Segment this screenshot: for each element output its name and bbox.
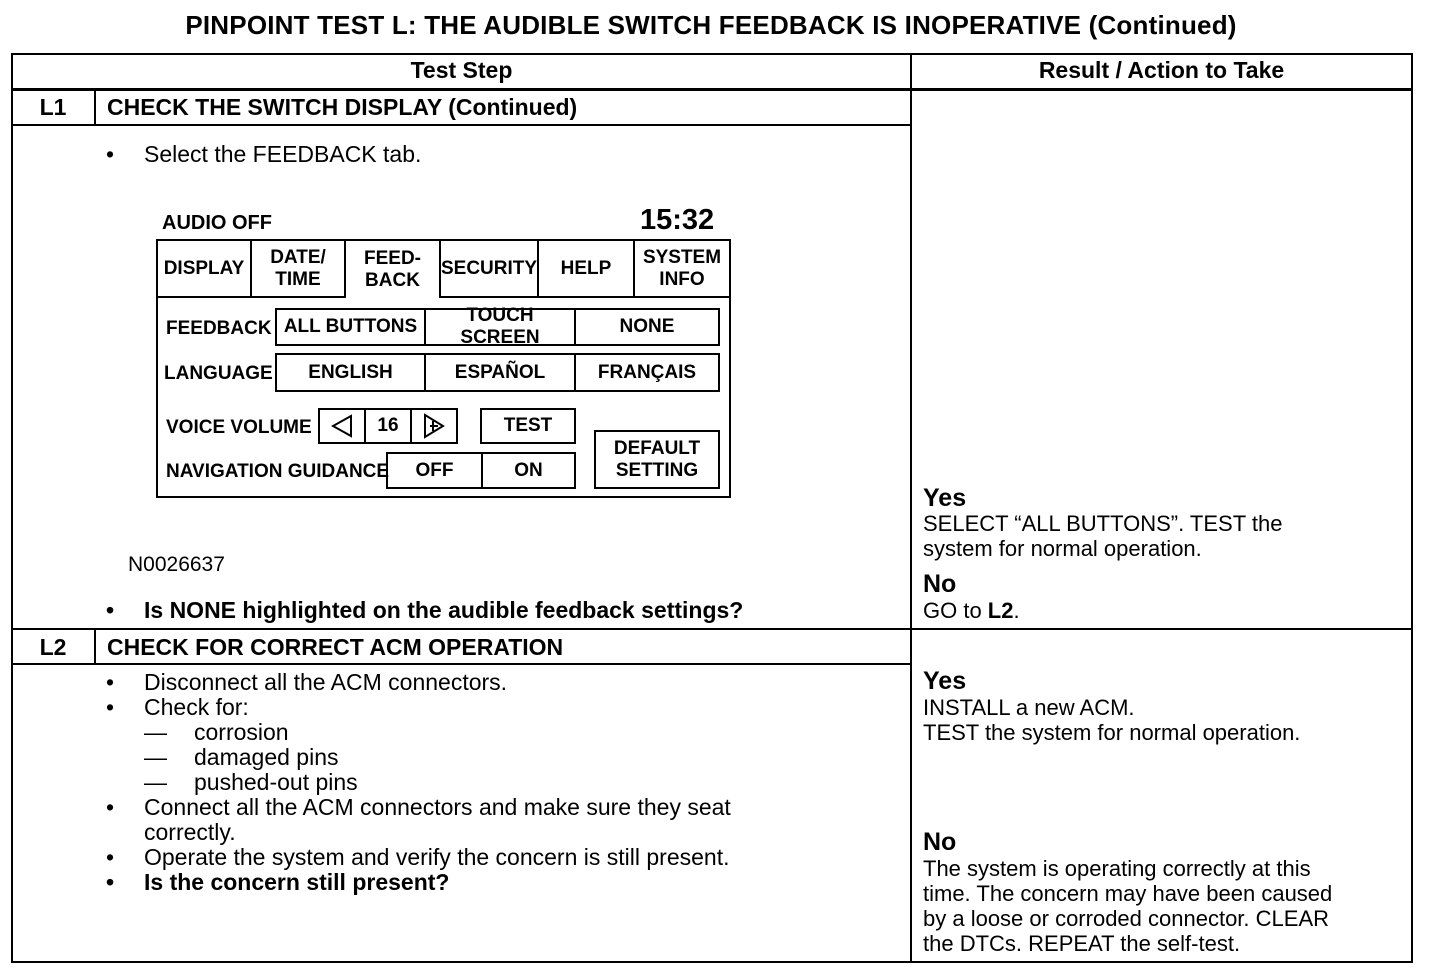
l2-step-heading: CHECK FOR CORRECT ACM OPERATION bbox=[107, 634, 564, 660]
table-border-right bbox=[1411, 53, 1413, 963]
tab-system-info[interactable]: SYSTEM INFO bbox=[633, 239, 731, 298]
l2-yes-line2: TEST the system for normal operation. bbox=[923, 720, 1301, 745]
bullet-icon: • bbox=[106, 597, 115, 623]
tab-display[interactable]: DISPLAY bbox=[156, 239, 252, 298]
tab-security[interactable]: SECURITY bbox=[439, 239, 539, 298]
language-label: LANGUAGE bbox=[164, 363, 273, 384]
row-divider-l2 bbox=[11, 628, 1413, 630]
feedback-all-buttons[interactable]: ALL BUTTONS bbox=[275, 308, 426, 346]
l1-no-action: GO to L2. bbox=[923, 598, 1020, 623]
header-divider bbox=[11, 88, 1413, 91]
feedback-none[interactable]: NONE bbox=[574, 308, 720, 346]
language-francais[interactable]: FRANÇAIS bbox=[574, 353, 720, 392]
bullet-icon: • bbox=[106, 141, 115, 167]
page-title: PINPOINT TEST L: THE AUDIBLE SWITCH FEEDBACK IS INOPERATIVE (Continued) bbox=[185, 10, 1237, 40]
tab-date-time[interactable]: DATE/ TIME bbox=[250, 239, 346, 298]
l2-no-line4: the DTCs. REPEAT the self-test. bbox=[923, 931, 1241, 956]
table-border-bottom bbox=[11, 961, 1413, 963]
clock: 15:32 bbox=[640, 204, 715, 236]
language-english[interactable]: ENGLISH bbox=[275, 353, 426, 392]
audio-status: AUDIO OFF bbox=[162, 212, 272, 234]
feedback-touch-screen[interactable]: TOUCH SCREEN bbox=[424, 308, 576, 346]
bullet-icon: • bbox=[106, 869, 115, 895]
l1-yes-line2: system for normal operation. bbox=[923, 536, 1202, 561]
table-border-left bbox=[11, 53, 13, 963]
l2-yes-label: Yes bbox=[923, 667, 967, 695]
l2-no-label: No bbox=[923, 828, 957, 856]
l1-heading-divider bbox=[11, 124, 911, 126]
bullet-icon: • bbox=[106, 844, 115, 870]
voice-volume-label: VOICE VOLUME bbox=[166, 417, 312, 438]
bullet-icon: • bbox=[106, 794, 115, 820]
l1-step-id: L1 bbox=[39, 94, 67, 120]
l2-heading-divider bbox=[11, 663, 911, 665]
dash-icon: — bbox=[144, 719, 167, 745]
column-header-result: Result / Action to Take bbox=[1038, 57, 1285, 83]
l1-yes-line1: SELECT “ALL BUTTONS”. TEST the bbox=[923, 511, 1283, 536]
l2-no-line1: The system is operating correctly at this bbox=[923, 856, 1311, 881]
link-l2[interactable]: L2 bbox=[987, 598, 1014, 623]
bullet-icon: • bbox=[106, 694, 115, 720]
figure-id: N0026637 bbox=[128, 553, 225, 576]
table-border-top bbox=[11, 53, 1413, 55]
column-header-test-step: Test Step bbox=[410, 57, 513, 83]
volume-down-button[interactable] bbox=[318, 408, 366, 444]
test-button[interactable]: TEST bbox=[480, 408, 576, 444]
l1-no-label: No bbox=[923, 570, 957, 598]
dash-icon: — bbox=[144, 744, 167, 770]
triangle-right-plus-icon bbox=[422, 413, 446, 439]
l2-no-line3: by a loose or corroded connector. CLEAR bbox=[923, 906, 1330, 931]
l2-yes-line1: INSTALL a new ACM. bbox=[923, 695, 1135, 720]
l2-id-divider bbox=[94, 629, 96, 664]
l1-id-divider bbox=[94, 89, 96, 125]
l2-step-id: L2 bbox=[39, 634, 67, 660]
volume-value: 16 bbox=[364, 408, 412, 444]
default-setting-button[interactable]: DEFAULT SETTING bbox=[594, 430, 720, 489]
bullet-icon: • bbox=[106, 669, 115, 695]
triangle-left-icon bbox=[331, 414, 353, 438]
feedback-label: FEEDBACK bbox=[166, 318, 272, 339]
navigation-guidance-label: NAVIGATION GUIDANCE bbox=[166, 461, 390, 482]
nav-guidance-on[interactable]: ON bbox=[481, 452, 576, 489]
l2-no-line2: time. The concern may have been caused bbox=[923, 881, 1333, 906]
l1-yes-label: Yes bbox=[923, 484, 967, 512]
tab-feedback[interactable]: FEED- BACK bbox=[344, 239, 441, 298]
language-espanol[interactable]: ESPAÑOL bbox=[424, 353, 576, 392]
column-divider bbox=[910, 53, 912, 963]
l1-step-heading: CHECK THE SWITCH DISPLAY (Continued) bbox=[107, 94, 578, 120]
dash-icon: — bbox=[144, 769, 167, 795]
volume-up-button[interactable] bbox=[410, 408, 458, 444]
nav-guidance-off[interactable]: OFF bbox=[386, 452, 483, 489]
tab-help[interactable]: HELP bbox=[537, 239, 635, 298]
